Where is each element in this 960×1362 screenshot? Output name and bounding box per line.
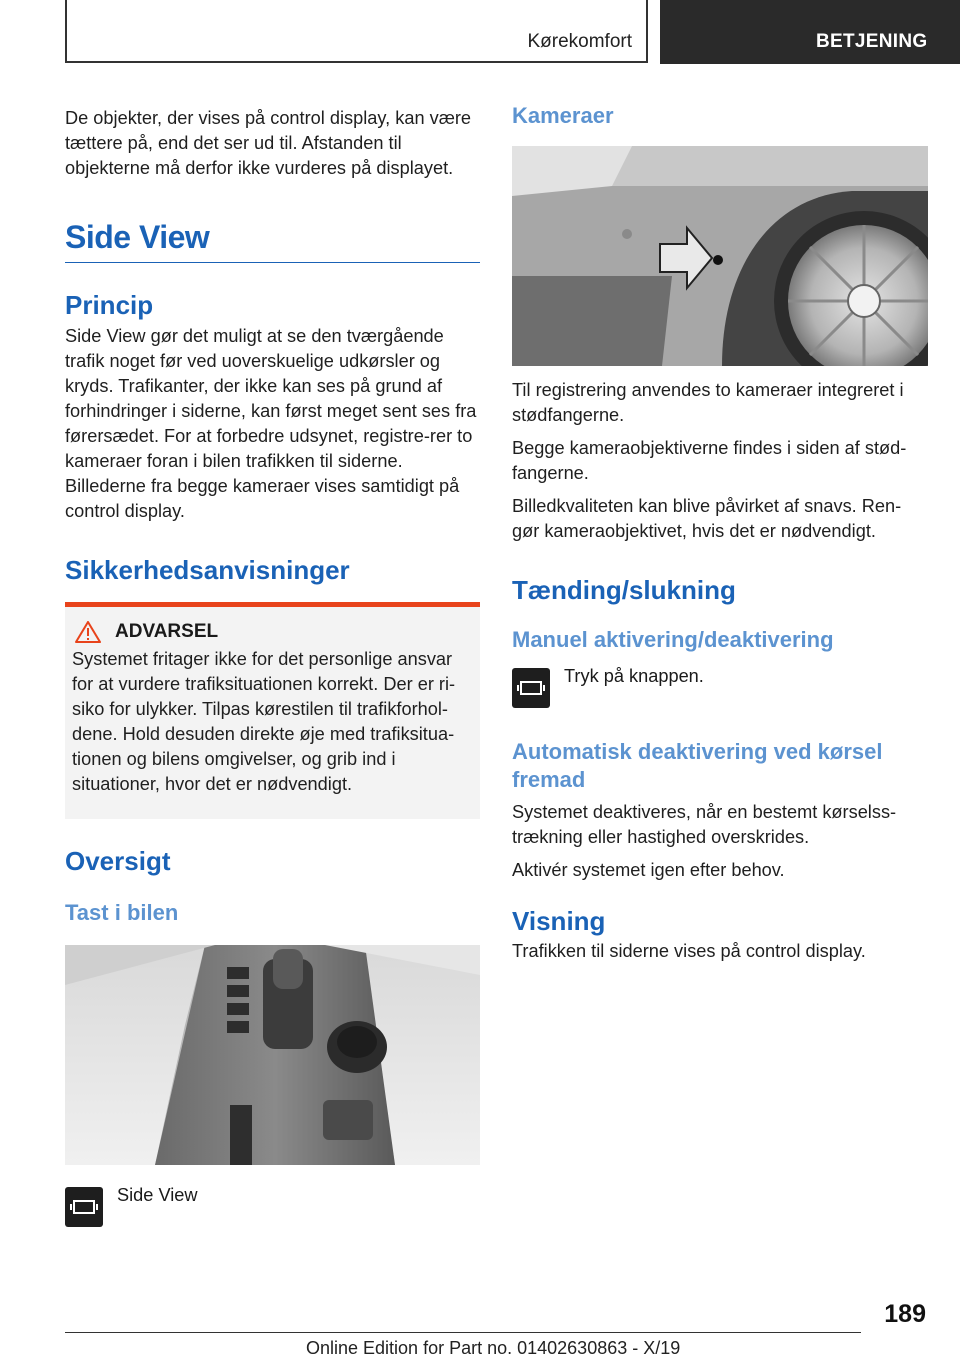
side-view-button-row: [65, 1187, 480, 1227]
heading-safety: Sikkerhedsanvisninger: [65, 555, 350, 585]
page-number: 189: [884, 1300, 926, 1328]
heading-cameras: Kameraer: [512, 103, 614, 128]
heading-overview: Oversigt: [65, 846, 171, 876]
cameras-paragraph-1: Til registrering anvendes to kameraer integreret i stødfangerne.: [512, 380, 904, 425]
auto-paragraph-2: Aktivér systemet igen efter behov.: [512, 860, 785, 880]
bumper-camera-photo: [512, 146, 928, 366]
side-view-button-icon[interactable]: [65, 1187, 103, 1227]
header-chapter-box: [65, 0, 648, 63]
side-view-button-label: Side View: [117, 1185, 198, 1205]
heading-on-off: Tænding/slukning: [512, 575, 736, 605]
manual-side-view-button-icon[interactable]: [512, 668, 550, 708]
manual-button-row: [512, 668, 928, 708]
display-paragraph: Trafikken til siderne vises på control display.: [512, 941, 866, 961]
footer-divider: [65, 1332, 861, 1333]
warning-title: ADVARSEL: [115, 621, 219, 642]
cameras-paragraph-3: Billedkvaliteten kan blive påvirket af snavs. Ren-gør kameraobjektivet, hvis det er nødvendigt.: [512, 496, 902, 541]
header-section: BETJENING: [816, 31, 928, 52]
intro-paragraph: De objekter, der vises på control display, kan være tættere på, end det ser ud til. Afstanden til objekterne må derfor ikke vurderes på displayet.: [65, 108, 472, 178]
footer-edition: Online Edition for Part no. 01402630863 - X/19: [306, 1338, 681, 1358]
warning-title-row: [72, 621, 473, 643]
heading-auto-deactivation: Automatisk deaktivering ved kørsel fremad: [512, 739, 883, 792]
left-column: [65, 100, 480, 1227]
heading-principle: Princip: [65, 290, 154, 320]
auto-paragraph-1: Systemet deaktiveres, når en bestemt kørselss-trækning eller hastighed overskrides.: [512, 802, 897, 847]
warning-box: [65, 602, 480, 819]
manual-button-label: Tryk på knappen.: [564, 666, 704, 686]
side-view-symbol-icon: [70, 1197, 98, 1217]
warning-triangle-icon: [75, 621, 101, 643]
warning-paragraph: Systemet fritager ikke for det personlige ansvar for at vurdere trafiksituationen korrekt. Der er ri-siko for ulykker. Tilpas kørestilen til trafikforhol-dene. Hold desuden direkte øje med trafiksitua-tionen og bilens omgivelser, og grib ind i situationer, hvor det er nødvendigt.: [72, 649, 456, 794]
side-view-symbol-icon: [517, 678, 545, 698]
heading-button-in-car: Tast i bilen: [65, 900, 179, 925]
cameras-paragraph-2: Begge kameraobjektiverne findes i siden af stød-fangerne.: [512, 438, 907, 483]
car-interior-photo: [65, 945, 480, 1165]
header-chapter: Kørekomfort: [527, 31, 632, 52]
heading-display: Visning: [512, 906, 606, 936]
header-section-tab: [660, 0, 960, 64]
page-title: Side View: [65, 219, 480, 263]
principle-paragraph: Side View gør det muligt at se den tværgående trafik noget før ved uoverskuelige udkørsler og kryds. Trafikanter, der ikke kan ses på grund af forhindringer i siderne, kan først meget sent ses fra førersædet. For at forbedre udsynet, registre-rer to kameraer foran i bilen trafikken til siderne. Billederne fra begge kameraer vises samtidigt på control display.: [65, 326, 477, 521]
heading-manual: Manuel aktivering/deaktivering: [512, 627, 834, 652]
right-column: [512, 100, 928, 964]
